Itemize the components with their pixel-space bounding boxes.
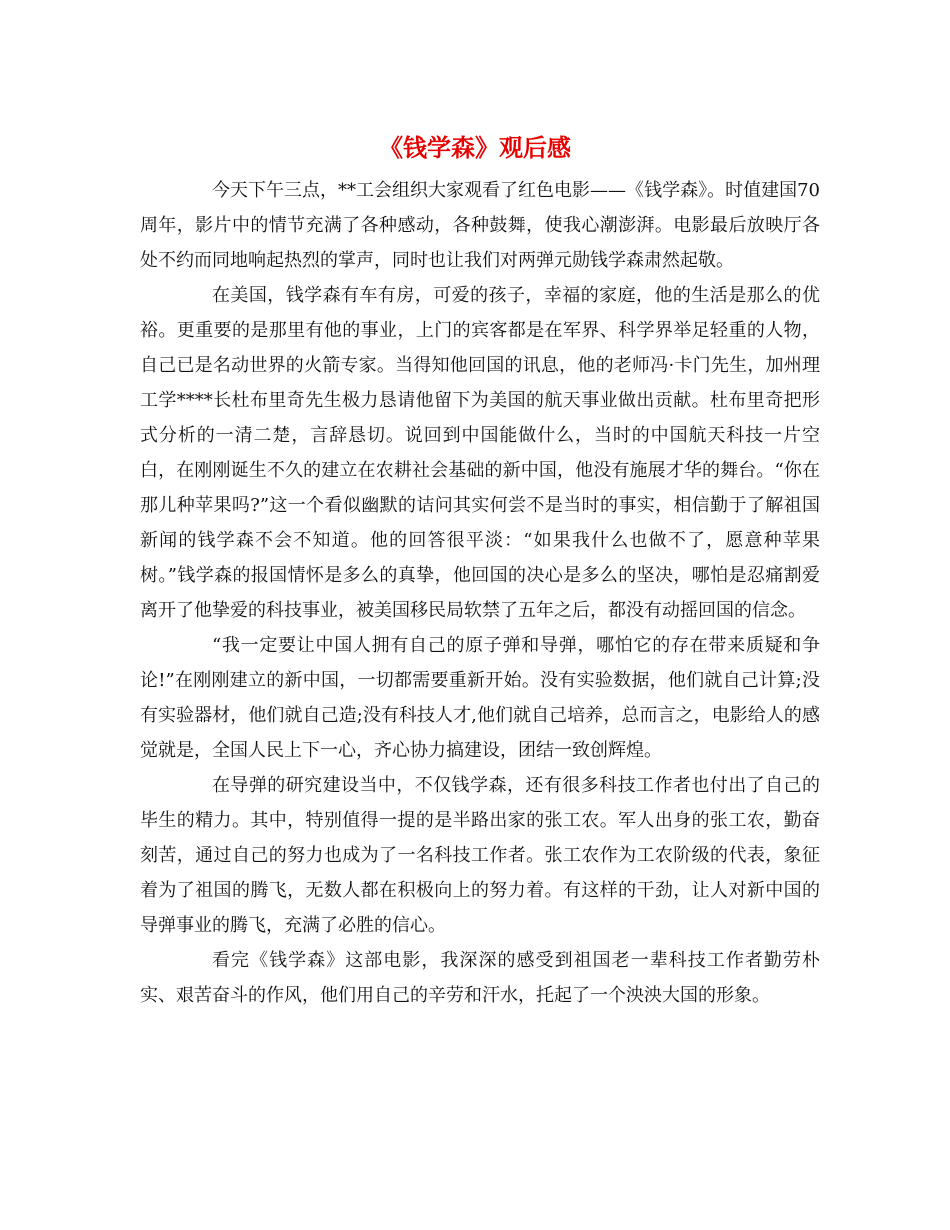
paragraph-1: 今天下午三点，**工会组织大家观看了红色电影——《钱学森》。时值建国70周年，影片中的情节充满了各种感动，各种鼓舞，使我心潮澎湃。电影最后放映厅各处不约而同地响起热烈的掌声，同时也让我们对两弹元勋钱学森肃然起敬。 bbox=[140, 180, 820, 271]
paragraph-2: 在美国，钱学森有车有房，可爱的孩子，幸福的家庭，他的生活是那么的优裕。更重要的是那里有他的事业，上门的宾客都是在军界、科学界举足轻重的人物，自己已是名动世界的火箭专家。当得知他回国的讯息，他的老师冯·卡门先生，加州理工学****长杜布里奇先生极力恳请他留下为美国的航天事业做出贡献。杜布里奇把形式分析的一清二楚，言辞恳切。说回到中国能做什么，当时的中国航天科技一片空白，在刚刚诞生不久的建立在农耕社会基础的新中国，他没有施展才华的舞台。“你在那儿种苹果吗?”这一个看似幽默的诘问其实何尝不是当时的事实，相信勤于了解祖国新闻的钱学森不会不知道。他的回答很平淡：“如果我什么也做不了，愿意种苹果树。”钱学森的报国情怀是多么的真挚，他回国的决心是多么的坚决，哪怕是忍痛割爱离开了他挚爱的科技事业，被美国移民局软禁了五年之后，都没有动摇回国的信念。 bbox=[140, 285, 820, 621]
document-body bbox=[140, 173, 820, 1013]
paragraph-3: “我一定要让中国人拥有自己的原子弹和导弹，哪怕它的存在带来质疑和争论!”在刚刚建立的新中国，一切都需要重新开始。没有实验数据，他们就自己计算;没有实验器材，他们就自己造;没有科技人才,他们就自己培养，总而言之，电影给人的感觉就是，全国人民上下一心，齐心协力搞建设，团结一致创辉煌。 bbox=[140, 635, 820, 761]
paragraph-5: 看完《钱学森》这部电影，我深深的感受到祖国老一辈科技工作者勤劳朴实、艰苦奋斗的作风，他们用自己的辛劳和汗水，托起了一个泱泱大国的形象。 bbox=[140, 950, 820, 1006]
paragraph-4: 在导弹的研究建设当中，不仅钱学森，还有很多科技工作者也付出了自己的毕生的精力。其中，特别值得一提的是半路出家的张工农。军人出身的张工农，勤奋刻苦，通过自己的努力也成为了一名科技工作者。张工农作为工农阶级的代表，象征着为了祖国的腾飞，无数人都在积极向上的努力着。有这样的干劲，让人对新中国的导弹事业的腾飞，充满了必胜的信心。 bbox=[140, 775, 820, 936]
document-title: 《钱学森》观后感 bbox=[379, 133, 571, 162]
